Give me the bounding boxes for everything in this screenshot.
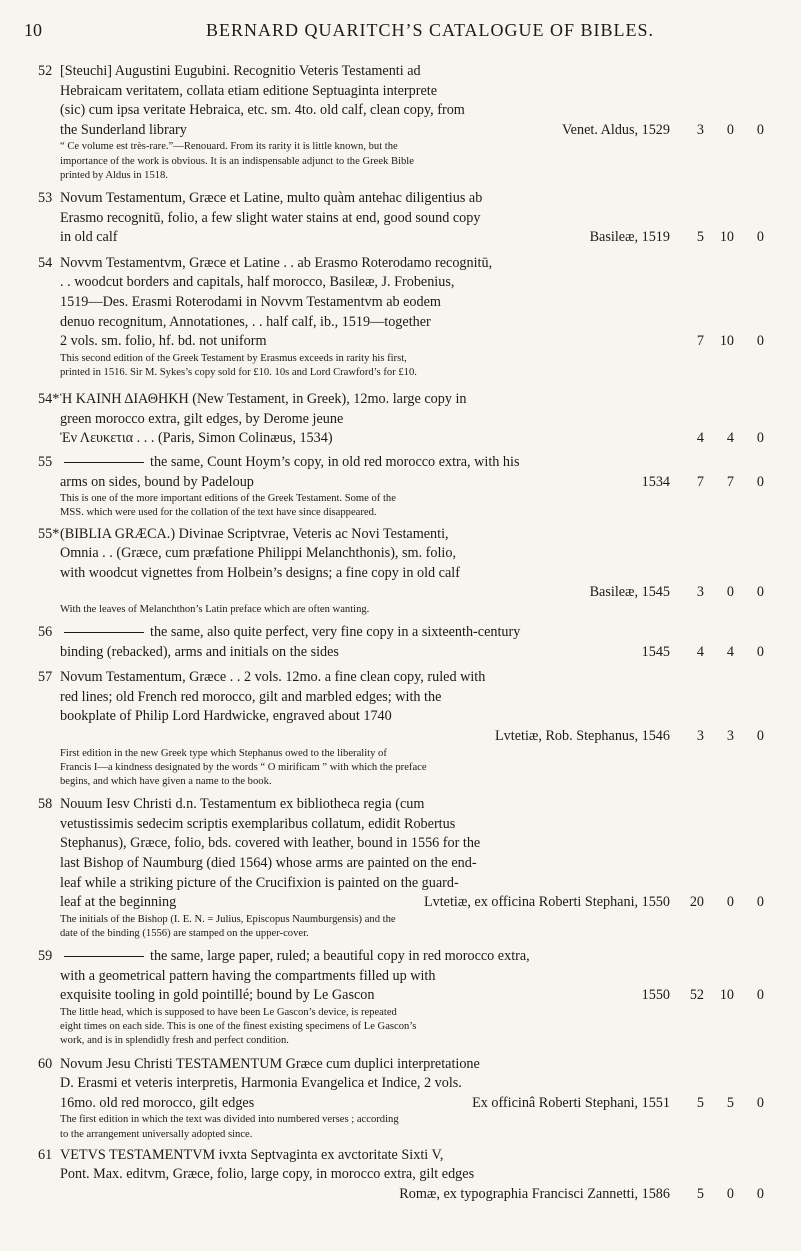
price-pounds: 20: [689, 894, 704, 911]
entry-text-line: the same, large paper, ruled; a beautiful copy in red morocco extra,: [38, 947, 670, 967]
entry-body: [38, 453, 670, 521]
imprint-description: arms on sides, bound by Padeloup: [60, 473, 254, 490]
imprint-place-date: Basileæ, 1519: [589, 229, 670, 246]
price-pence: 0: [756, 894, 764, 911]
entry-body: [38, 254, 670, 380]
entry-imprint-line: [38, 986, 670, 1006]
entry-body: [38, 390, 670, 449]
entry-note-line: printed in 1516. Sir M. Sykes’s copy sold for £10. 10s and Lord Crawford’s for £10.: [60, 366, 417, 378]
entry-number: 56: [38, 624, 53, 641]
imprint-place-date: Lvtetiæ, Rob. Stephanus, 1546: [495, 728, 670, 745]
entry-note-line: work, and is in splendidly fresh and perfect condition.: [60, 1035, 289, 1047]
imprint-description: Ἐν Λευκετια . . . (Paris, Simon Colinæus, 1534): [60, 430, 333, 447]
entry-imprint-line: [38, 727, 670, 747]
price-shillings: 0: [726, 584, 734, 601]
price-pence: 0: [756, 584, 764, 601]
price-pounds: 7: [696, 333, 704, 350]
imprint-description: exquisite tooling in gold pointillé; bound by Le Gascon: [60, 987, 375, 1004]
entry-number: 54: [38, 254, 53, 271]
entry-imprint-line: [38, 429, 670, 449]
imprint-place-date: Ex officinâ Roberti Stephani, 1551: [472, 1094, 670, 1111]
entry-text-line: the same, also quite perfect, very fine copy in a sixteenth-century: [38, 623, 670, 643]
entry-price: [676, 332, 788, 352]
entry-price: [676, 121, 788, 141]
price-pence: 0: [756, 1094, 764, 1111]
entry-text-line: D. Erasmi et veteris interpretis, Harmonia Evangelica et Indice, 2 vols.: [60, 1075, 462, 1092]
price-pence: 0: [756, 430, 764, 447]
imprint-place-date: Basileæ, 1545: [589, 584, 670, 601]
entry-body: [38, 623, 670, 662]
entry-note-line: “ Ce volume est très-rare.”—Renouard. From its rarity it is little known, but the: [60, 141, 398, 153]
price-pence: 0: [756, 333, 764, 350]
entry-text-line: Hebraicam veritatem, collata etiam editione Septuaginta interprete: [60, 82, 437, 99]
price-shillings: 10: [719, 229, 734, 246]
entry-imprint-line: [38, 1094, 670, 1114]
entry-text-line: Novum Testamentum, Græce . . 2 vols. 12mo. a fine clean copy, ruled with: [60, 669, 486, 686]
entry-note-line: date of the binding (1556) are stamped on the upper-cover.: [60, 928, 309, 940]
entry-body: [38, 668, 670, 789]
entry-price: [676, 473, 788, 493]
entry-number: 60: [38, 1055, 53, 1072]
price-pounds: 7: [696, 473, 704, 490]
price-pounds: 4: [696, 430, 704, 447]
catalogue-entry: [0, 390, 801, 449]
entry-imprint-line: [38, 893, 670, 913]
price-pounds: 3: [696, 584, 704, 601]
entry-imprint-line: [38, 473, 670, 493]
price-pounds: 5: [696, 229, 704, 246]
entry-text-line: bookplate of Philip Lord Hardwicke, engraved about 1740: [60, 708, 392, 725]
ditto-rule: [64, 462, 144, 463]
entry-note-line: The first edition in which the text was divided into numbered verses ; according: [60, 1114, 399, 1126]
price-pounds: 4: [696, 643, 704, 660]
entry-note-line: With the leaves of Melanchthon’s Latin preface which are often wanting.: [60, 603, 370, 615]
price-shillings: 4: [726, 643, 734, 660]
entry-text-line: Omnia . . (Græce, cum præfatione Philippi Melanchthonis), sm. folio,: [60, 545, 457, 562]
entry-text-line: Stephanus), Græce, folio, bds. covered with leather, bound in 1556 for the: [60, 835, 481, 852]
entry-text-line: [Steuchi] Augustini Eugubini. Recognitio Veteris Testamenti ad: [60, 63, 421, 79]
entry-imprint-line: [38, 583, 670, 603]
catalogue-entry: [0, 795, 801, 941]
entry-imprint-line: [38, 228, 670, 248]
entry-text-line: (sic) cum ipsa veritate Hebraica, etc. sm. 4to. old calf, clean copy, from: [60, 102, 465, 119]
entry-text-line: Erasmo recognitū, folio, a few slight water stains at end, good sound copy: [60, 209, 481, 226]
entry-note-line: Francis I—a kindness designated by the words “ O mirificam ” with which the preface: [60, 761, 427, 773]
entry-number: 55: [38, 453, 53, 470]
catalogue-entry: [0, 62, 801, 183]
entry-note-line: eight times on each side. This is one of the finest existing specimens of Le Gascon’s: [60, 1021, 417, 1033]
entry-number: 61: [38, 1146, 53, 1163]
entry-text-line: red lines; old French red morocco, gilt and marbled edges; with the: [60, 688, 442, 705]
entry-text-line: last Bishop of Naumburg (died 1564) whose arms are painted on the end-: [60, 855, 477, 872]
catalogue-entry: [0, 254, 801, 380]
imprint-place-date: 1545: [641, 643, 670, 660]
entry-text-line: Ἡ ΚΑΙΝΗ ΔΙΑΘΗΚΗ (New Testament, in Greek), 12mo. large copy in: [60, 391, 467, 408]
entry-number: 58: [38, 796, 53, 813]
entry-body: [38, 1055, 670, 1142]
price-pence: 0: [756, 987, 764, 1004]
price-shillings: 4: [726, 430, 734, 447]
entry-body: [38, 189, 670, 248]
catalogue-entry: [0, 525, 801, 618]
entry-price: [676, 228, 788, 248]
entry-text-line: Novvm Testamentvm, Græce et Latine . . ab Erasmo Roterodamo recognitū,: [60, 254, 493, 271]
entry-price: [676, 429, 788, 449]
entry-body: [38, 62, 670, 183]
entry-text-line: green morocco extra, gilt edges, by Derome jeune: [60, 410, 344, 427]
price-pounds: 3: [696, 728, 704, 745]
entry-note-line: First edition in the new Greek type which Stephanus owed to the liberality of: [60, 747, 387, 759]
price-shillings: 3: [726, 728, 734, 745]
price-pence: 0: [756, 643, 764, 660]
imprint-description: 2 vols. sm. folio, hf. bd. not uniform: [60, 333, 267, 350]
entry-text-line: with a geometrical pattern having the compartments filled up with: [60, 967, 436, 984]
running-title: BERNARD QUARITCH’S CATALOGUE OF BIBLES.: [205, 20, 655, 40]
price-shillings: 10: [719, 987, 734, 1004]
entry-note-line: The little head, which is supposed to have been Le Gascon’s device, is repeated: [60, 1007, 397, 1019]
entry-imprint-line: [38, 121, 670, 141]
imprint-place-date: Venet. Aldus, 1529: [562, 121, 670, 138]
price-pence: 0: [756, 229, 764, 246]
entry-price: [676, 643, 788, 663]
entry-text-line: Novum Testamentum, Græce et Latine, multo quàm antehac diligentius ab: [60, 189, 483, 206]
ditto-rule: [64, 632, 144, 633]
entry-number: 55*: [38, 525, 60, 542]
price-pounds: 5: [696, 1094, 704, 1111]
catalogue-entry: [0, 668, 801, 789]
entry-text-line: the same, Count Hoym’s copy, in old red morocco extra, with his: [38, 453, 670, 473]
catalogue-entries: [0, 62, 801, 1205]
imprint-place-date: Romæ, ex typographia Francisci Zannetti, 1586: [399, 1186, 670, 1202]
price-shillings: 10: [719, 333, 734, 350]
entry-imprint-line: [38, 1185, 670, 1205]
imprint-place-date: 1550: [641, 987, 670, 1004]
entry-text-line: . . woodcut borders and capitals, half morocco, Basileæ, J. Frobenius,: [60, 274, 455, 291]
price-pence: 0: [756, 121, 764, 138]
page-header: [0, 0, 801, 50]
price-pence: 0: [756, 728, 764, 745]
price-pence: 0: [756, 473, 764, 490]
entry-note-line: The initials of the Bishop (I. E. N. = Julius, Episcopus Naumburgensis) and the: [60, 913, 396, 925]
entry-body: [38, 795, 670, 941]
catalogue-entry: [0, 623, 801, 662]
imprint-description: 16mo. old red morocco, gilt edges: [60, 1094, 255, 1111]
entry-number: 54*: [38, 391, 60, 408]
price-shillings: 0: [726, 1186, 734, 1202]
entry-imprint-line: [38, 643, 670, 663]
entry-number: 53: [38, 189, 53, 206]
entry-text-line: Nouum Iesv Christi d.n. Testamentum ex bibliotheca regia (cum: [60, 796, 425, 813]
imprint-place-date: 1534: [641, 473, 670, 490]
entry-note-line: MSS. which were used for the collation of the text have since disappeared.: [60, 507, 377, 519]
page-number: 10: [24, 20, 42, 40]
entry-text-line: leaf while a striking picture of the Crucifixion is painted on the guard-: [60, 874, 459, 891]
entry-price: [676, 727, 788, 747]
entry-body: [38, 1146, 670, 1205]
entry-price: [676, 893, 788, 913]
imprint-description: the Sunderland library: [60, 121, 187, 138]
entry-note-line: This is one of the more important editions of the Greek Testament. Some of the: [60, 493, 396, 505]
entry-note-line: This second edition of the Greek Testament by Erasmus exceeds in rarity his first,: [60, 352, 407, 364]
entry-number: 59: [38, 948, 53, 965]
price-pounds: 5: [696, 1186, 704, 1202]
entry-imprint-line: [38, 332, 670, 352]
entry-text-line: 1519—Des. Erasmi Roterodami in Novvm Testamentvm ab eodem: [60, 293, 441, 310]
entry-note-line: to the arrangement universally adopted since.: [60, 1128, 253, 1140]
entry-text-line: vetustissimis sedecim scriptis exemplaribus collatum, edidit Robertus: [60, 815, 456, 832]
entry-text-line: with woodcut vignettes from Holbein’s designs; a fine copy in old calf: [60, 564, 460, 581]
price-shillings: 0: [726, 894, 734, 911]
entry-note-line: importance of the work is obvious. It is an indispensable adjunct to the Greek Bible: [60, 155, 414, 167]
imprint-description: binding (rebacked), arms and initials on the sides: [60, 643, 339, 660]
ditto-rule: [64, 956, 144, 957]
price-shillings: 0: [726, 121, 734, 138]
entry-text-line: Pont. Max. editvm, Græce, folio, large copy, in morocco extra, gilt edges: [60, 1166, 475, 1183]
entry-body: [38, 947, 670, 1048]
price-pounds: 52: [689, 987, 704, 1004]
entry-price: [676, 1185, 788, 1205]
entry-text-line: denuo recognitum, Annotationes, . . half calf, ib., 1519—together: [60, 313, 431, 330]
catalogue-entry: [0, 947, 801, 1048]
entry-text-line: (BIBLIA GRÆCA.) Divinae Scriptvrae, Veteris ac Novi Testamenti,: [60, 525, 449, 542]
entry-number: 57: [38, 669, 53, 686]
entry-number: 52: [38, 63, 53, 79]
entry-body: [38, 525, 670, 618]
catalogue-entry: [0, 1055, 801, 1142]
entry-note-line: begins, and which have given a name to the book.: [60, 776, 272, 788]
price-shillings: 5: [726, 1094, 734, 1111]
imprint-place-date: Lvtetiæ, ex officina Roberti Stephani, 1550: [423, 894, 670, 911]
price-pounds: 3: [696, 121, 704, 138]
catalogue-entry: [0, 1146, 801, 1205]
catalogue-entry: [0, 189, 801, 248]
entry-note-line: printed by Aldus in 1518.: [60, 169, 168, 181]
entry-text-line: VETVS TESTAMENTVM ivxta Septvaginta ex avctoritate Sixti V,: [60, 1146, 444, 1163]
imprint-description: leaf at the beginning: [60, 894, 177, 911]
price-pence: 0: [756, 1186, 764, 1202]
price-shillings: 7: [726, 473, 734, 490]
entry-price: [676, 986, 788, 1006]
entry-price: [676, 1094, 788, 1114]
entry-price: [676, 583, 788, 603]
entry-text-line: Novum Jesu Christi TESTAMENTUM Græce cum duplici interpretatione: [60, 1055, 480, 1072]
imprint-description: in old calf: [60, 229, 118, 246]
catalogue-entry: [0, 453, 801, 521]
